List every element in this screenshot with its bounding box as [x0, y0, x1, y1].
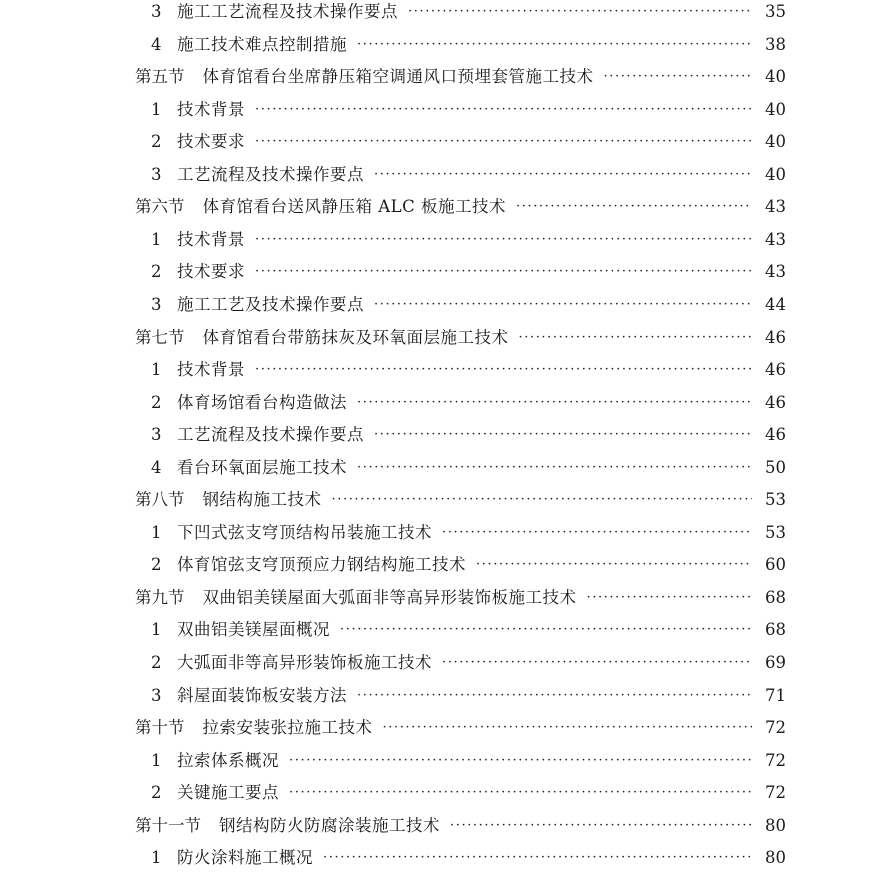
toc-entry-heading [0, 0, 398, 24]
page-number: 71 [765, 685, 786, 705]
page-number: 46 [765, 392, 786, 412]
entry-title: 施工工艺流程及技术操作要点 [177, 2, 398, 21]
toc-entry-heading [0, 391, 347, 415]
item-number: 4 [151, 457, 162, 477]
entry-title: 拉索体系概况 [177, 750, 279, 770]
page-number: 40 [765, 67, 786, 87]
toc-section-row[interactable] [0, 586, 888, 610]
dot-leader [383, 716, 753, 740]
toc-entry-heading [0, 618, 330, 642]
toc-item-row[interactable] [0, 684, 888, 708]
page-number: 40 [765, 99, 786, 119]
toc-entry-heading [0, 33, 347, 57]
toc-item-row[interactable] [0, 228, 888, 252]
dot-leader [255, 130, 752, 154]
toc-section-row[interactable] [0, 488, 888, 512]
item-number: 2 [151, 262, 162, 282]
entry-title: 施工技术难点控制措施 [177, 34, 347, 54]
toc-entry-heading [0, 586, 577, 610]
toc-item-row[interactable] [0, 358, 888, 382]
page-number: 43 [765, 197, 786, 217]
item-number: 3 [151, 294, 162, 314]
section-label: 第七节 [135, 327, 185, 347]
toc-item-row[interactable] [0, 456, 888, 480]
page-number: 80 [765, 848, 786, 868]
page-number: 72 [765, 783, 786, 803]
item-number: 2 [151, 392, 162, 412]
section-label: 第九节 [135, 587, 185, 607]
page-number: 60 [765, 555, 786, 575]
toc-entry-heading [0, 749, 279, 773]
dot-leader [408, 0, 752, 24]
toc-item-row[interactable] [0, 553, 888, 577]
page-number: 44 [765, 294, 786, 314]
toc-item-row[interactable] [0, 391, 888, 415]
entry-title: 看台环氧面层施工技术 [177, 457, 347, 477]
toc-item-row[interactable] [0, 163, 888, 187]
entry-title: 体育馆看台坐席静压箱空调通风口预埋套管施工技术 [202, 67, 594, 87]
toc-entry-heading [0, 293, 364, 317]
toc-entry-heading [0, 326, 509, 350]
entry-title: 斜屋面装饰板安装方法 [177, 685, 347, 705]
toc-entry-heading [0, 228, 245, 252]
entry-title: 双曲铝美镁屋面大弧面非等高异形装饰板施工技术 [202, 587, 577, 607]
dot-leader [289, 749, 752, 773]
page-number: 53 [765, 522, 786, 542]
dot-leader [442, 651, 752, 675]
page-number: 50 [765, 457, 786, 477]
entry-title: 防火涂料施工概况 [177, 848, 313, 868]
item-number: 4 [151, 34, 162, 54]
entry-title: 大弧面非等高异形装饰板施工技术 [177, 653, 432, 672]
dot-leader [476, 553, 752, 577]
toc-item-row[interactable] [0, 521, 888, 545]
page-number: 53 [765, 490, 786, 510]
item-number: 3 [151, 685, 162, 705]
item-number: 2 [151, 132, 162, 152]
entry-title: 体育馆看台带筋抹灰及环氧面层施工技术 [202, 327, 509, 347]
item-number: 2 [151, 783, 162, 803]
toc-item-row[interactable] [0, 293, 888, 317]
page-number: 43 [765, 229, 786, 249]
entry-title: 技术背景 [177, 229, 245, 249]
item-number: 1 [151, 229, 162, 249]
page-number: 46 [765, 425, 786, 445]
toc-entry-heading [0, 553, 466, 577]
toc-entry-heading [0, 163, 364, 187]
dot-leader [442, 521, 752, 545]
toc-item-row[interactable] [0, 33, 888, 57]
toc-entry-heading [0, 98, 245, 122]
section-label: 第五节 [135, 67, 185, 87]
entry-title: 双曲铝美镁屋面概况 [177, 620, 330, 640]
entry-title: 体育场馆看台构造做法 [177, 392, 347, 412]
toc-entry-heading [0, 716, 373, 740]
toc-item-row[interactable] [0, 651, 888, 675]
toc-entry-heading [0, 684, 347, 708]
entry-title: 技术背景 [177, 99, 245, 119]
toc-section-row[interactable] [0, 65, 888, 89]
toc-item-row[interactable] [0, 618, 888, 642]
page-number: 72 [765, 718, 786, 738]
dot-leader [289, 781, 752, 805]
toc-item-row[interactable] [0, 781, 888, 805]
toc-entry-heading [0, 260, 245, 284]
page-number: 68 [765, 620, 786, 640]
section-label: 第六节 [135, 197, 185, 217]
item-number: 3 [151, 164, 162, 184]
dot-leader [357, 684, 752, 708]
page-number: 68 [765, 587, 786, 607]
page-number: 38 [765, 34, 786, 54]
entry-title: 施工工艺及技术操作要点 [177, 294, 364, 314]
dot-leader [255, 260, 752, 284]
toc-entry-heading [0, 846, 313, 870]
dot-leader [374, 163, 752, 187]
item-number: 2 [151, 653, 162, 672]
entry-title: 钢结构施工技术 [202, 490, 322, 510]
item-number: 2 [151, 555, 162, 575]
dot-leader [332, 488, 753, 512]
toc-section-row[interactable] [0, 716, 888, 740]
toc-item-row[interactable] [0, 130, 888, 154]
page-number: 35 [765, 2, 786, 21]
toc-section-row[interactable] [0, 326, 888, 350]
dot-leader [255, 98, 752, 122]
dot-leader [604, 65, 753, 89]
page-number: 69 [765, 653, 786, 672]
entry-title: 技术要求 [177, 262, 245, 282]
page-number: 72 [765, 750, 786, 770]
toc-item-row[interactable] [0, 423, 888, 447]
toc-section-row[interactable] [0, 195, 888, 219]
toc-entry-heading [0, 651, 432, 675]
item-number: 1 [151, 99, 162, 119]
dot-leader [255, 228, 752, 252]
dot-leader [255, 358, 752, 382]
entry-title: 工艺流程及技术操作要点 [177, 164, 364, 184]
toc-entry-heading [0, 65, 594, 89]
dot-leader [450, 814, 752, 838]
toc-entry-heading [0, 195, 506, 219]
item-number: 3 [151, 2, 162, 21]
page-number: 43 [765, 262, 786, 282]
page-number: 40 [765, 164, 786, 184]
entry-title: 体育馆看台送风静压箱 ALC 板施工技术 [202, 197, 506, 217]
item-number: 1 [151, 620, 162, 640]
toc-entry-heading [0, 521, 432, 545]
toc-entry-heading [0, 423, 364, 447]
toc-entry-heading [0, 781, 279, 805]
item-number: 1 [151, 522, 162, 542]
entry-title: 拉索安装张拉施工技术 [202, 718, 373, 738]
dot-leader [357, 456, 752, 480]
entry-title: 工艺流程及技术操作要点 [177, 425, 364, 445]
dot-leader [587, 586, 753, 610]
item-number: 3 [151, 425, 162, 445]
toc-section-row[interactable] [0, 814, 888, 838]
dot-leader [357, 391, 752, 415]
dot-leader [519, 326, 753, 350]
section-label: 第十节 [135, 718, 185, 738]
section-label: 第十一节 [135, 815, 201, 835]
page-number: 80 [765, 815, 786, 835]
toc-item-row[interactable] [0, 98, 888, 122]
toc-entry-heading [0, 488, 322, 512]
entry-title: 体育馆弦支穹顶预应力钢结构施工技术 [177, 555, 466, 575]
entry-title: 钢结构防火防腐涂装施工技术 [219, 815, 440, 835]
dot-leader [516, 195, 752, 219]
dot-leader [323, 846, 752, 870]
page-number: 40 [765, 132, 786, 152]
item-number: 1 [151, 848, 162, 868]
dot-leader [374, 423, 752, 447]
toc-item-row[interactable] [0, 749, 888, 773]
entry-title: 下凹式弦支穹顶结构吊装施工技术 [177, 522, 432, 542]
dot-leader [340, 618, 752, 642]
item-number: 1 [151, 750, 162, 770]
page-number: 46 [765, 360, 786, 380]
entry-title: 技术背景 [177, 360, 245, 380]
toc-item-row[interactable] [0, 0, 888, 24]
entry-title: 技术要求 [177, 132, 245, 152]
toc-entry-heading [0, 456, 347, 480]
dot-leader [374, 293, 752, 317]
toc-item-row[interactable] [0, 260, 888, 284]
section-label: 第八节 [135, 490, 185, 510]
toc-entry-heading [0, 130, 245, 154]
item-number: 1 [151, 360, 162, 380]
page-number: 46 [765, 327, 786, 347]
toc-item-row[interactable] [0, 846, 888, 870]
dot-leader [357, 33, 752, 57]
toc-entry-heading [0, 814, 440, 838]
entry-title: 关键施工要点 [177, 783, 279, 803]
toc-entry-heading [0, 358, 245, 382]
